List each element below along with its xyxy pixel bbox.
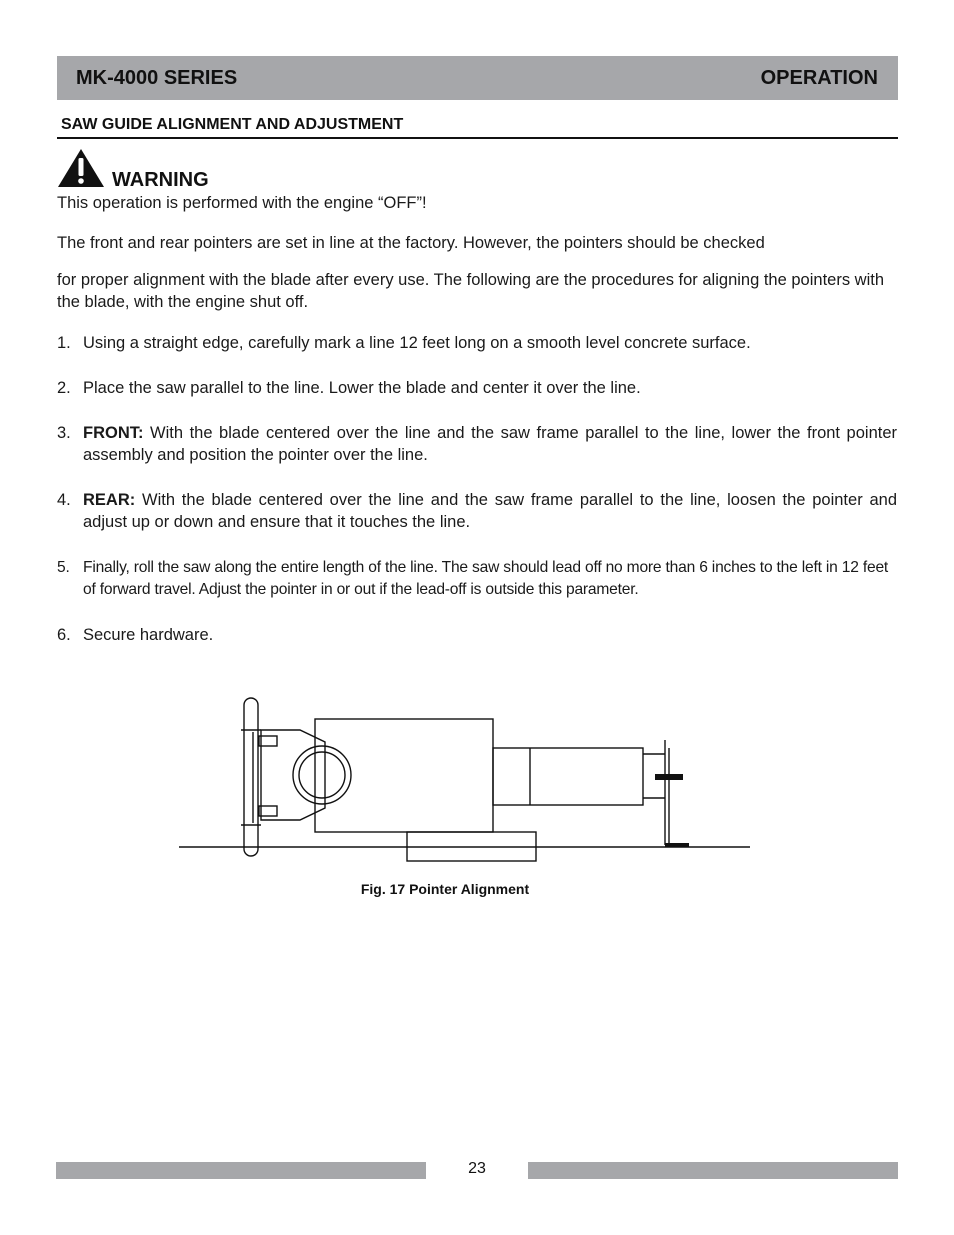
step-number: 5. (57, 559, 70, 576)
step-lead: REAR: (83, 491, 136, 509)
footer-bar-right (528, 1162, 898, 1179)
step-item (57, 332, 897, 354)
warning-label: WARNING (112, 169, 209, 191)
header-bar (57, 56, 898, 100)
series-title: MK-4000 SERIES (76, 66, 238, 89)
footer-bar-left (56, 1162, 426, 1179)
step-number: 1. (57, 334, 71, 352)
pointer-alignment-diagram (175, 690, 755, 865)
step-item (57, 377, 897, 399)
step-item (57, 422, 897, 466)
warning-text: This operation is performed with the engine “OFF”! (57, 194, 427, 212)
figure-caption: Fig. 17 Pointer Alignment (360, 881, 530, 897)
step-item (57, 557, 897, 601)
warning-icon (57, 148, 105, 188)
step-text: With the blade centered over the line and the saw frame parallel to the line, loosen the pointer and adjust up or down and ensure that it touches the line. (83, 491, 897, 531)
step-number: 2. (57, 379, 71, 397)
step-number: 4. (57, 491, 71, 509)
step-text: Secure hardware. (83, 626, 214, 644)
section-name: OPERATION (760, 66, 878, 89)
step-item (57, 624, 897, 646)
intro-paragraph: for proper alignment with the blade after every use. The following are the procedures for aligning the pointers with the blade, with the engine shut off. (57, 271, 884, 311)
step-item (57, 489, 897, 533)
section-title: SAW GUIDE ALIGNMENT AND ADJUSTMENT (61, 116, 404, 133)
page-number: 23 (468, 1160, 486, 1177)
step-text: With the blade centered over the line and the saw frame parallel to the line, lower the front pointer assembly and position the pointer over the line. (83, 424, 897, 464)
step-text: Using a straight edge, carefully mark a line 12 feet long on a smooth level concrete surface. (83, 334, 751, 352)
step-lead: FRONT: (83, 424, 144, 442)
intro-line: The front and rear pointers are set in line at the factory. However, the pointers should be checked (57, 234, 765, 252)
step-text: Finally, roll the saw along the entire length of the line. The saw should lead off no more than 6 inches to the left in 12 feet of forward travel. Adjust the pointer in or out if the lead-off is outside this parameter. (83, 559, 889, 598)
step-number: 6. (57, 626, 71, 644)
section-divider (57, 137, 898, 139)
step-number: 3. (57, 424, 71, 442)
step-text: Place the saw parallel to the line. Lower the blade and center it over the line. (83, 379, 641, 397)
